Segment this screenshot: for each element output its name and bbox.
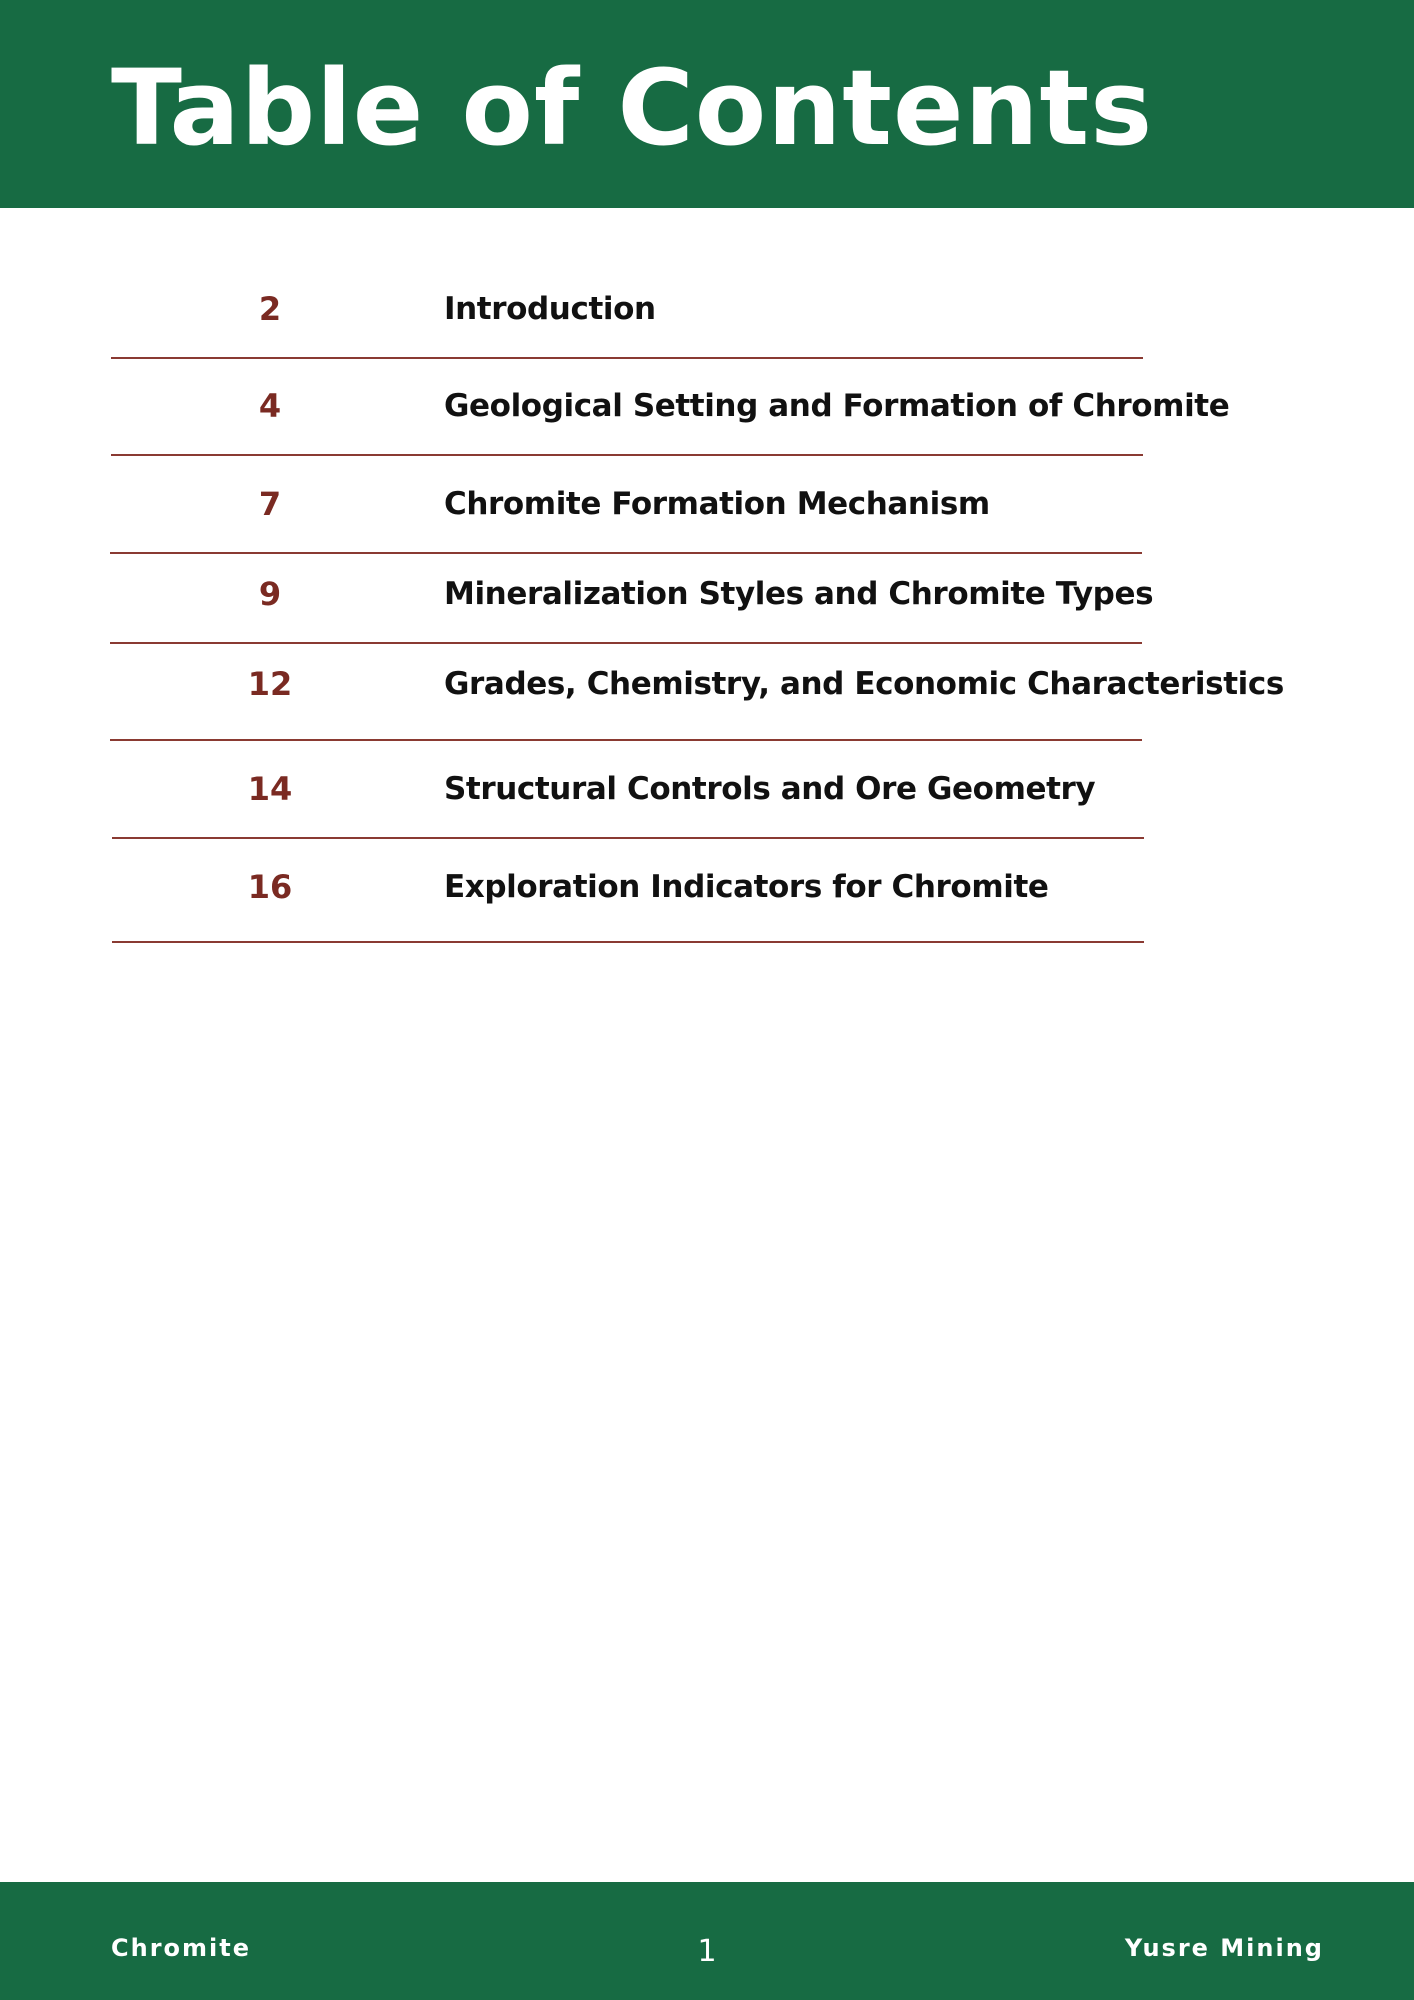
toc-page-number: 14 [247,770,293,808]
toc-entry-title: Chromite Formation Mechanism [444,486,990,522]
toc-page-number: 12 [247,665,293,703]
toc-divider [112,837,1144,839]
toc-page-number: 16 [247,868,293,906]
toc-page-number: 7 [258,485,282,523]
toc-entry-title: Structural Controls and Ore Geometry [444,771,1096,807]
toc-page-number: 4 [258,387,282,425]
toc-divider [112,941,1144,943]
toc-entry-title: Geological Setting and Formation of Chromite [444,388,1230,424]
toc-divider [111,357,1143,359]
toc-page-number: 9 [258,575,282,613]
footer-company-name: Yusre Mining [1124,1934,1324,1962]
footer-page-number: 1 [697,1934,717,1969]
toc-divider [110,552,1142,554]
toc-entry-title: Mineralization Styles and Chromite Types [444,576,1154,612]
toc-entry-title: Grades, Chemistry, and Economic Characteristics [444,666,1284,702]
toc-divider [110,642,1142,644]
toc-entry-title: Exploration Indicators for Chromite [444,869,1049,905]
toc-divider [110,739,1142,741]
footer-document-name: Chromite [111,1934,252,1962]
toc-divider [111,454,1143,456]
toc-page-number: 2 [258,290,282,328]
page-title: Table of Contents [111,47,1154,169]
toc-entry-title: Introduction [444,291,656,327]
footer-banner [0,1882,1414,2000]
